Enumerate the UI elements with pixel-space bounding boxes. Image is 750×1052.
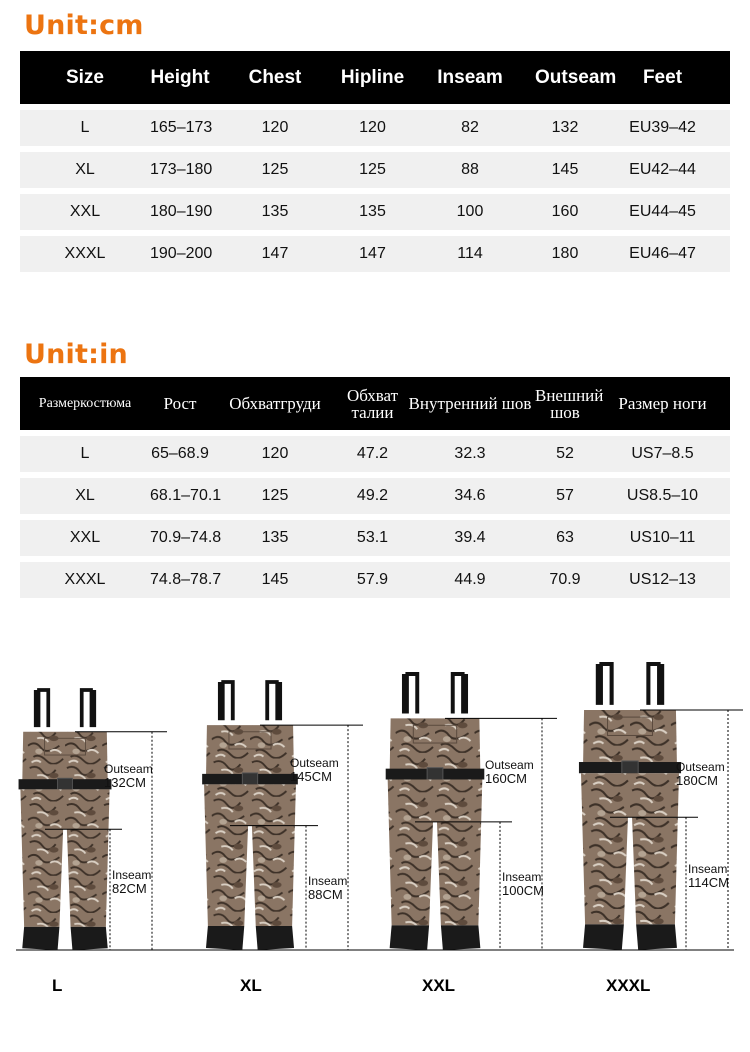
outseam-label: Outseam	[290, 756, 339, 770]
cell-inseam: 44.9	[454, 571, 486, 588]
cell-feet: EU44–45	[629, 203, 696, 220]
table-header	[20, 51, 730, 104]
cell-outseam: 145	[551, 161, 579, 178]
cell-hipline: 47.2	[356, 445, 389, 462]
size-label: XXXL	[606, 976, 651, 995]
wader-figure	[386, 674, 485, 950]
cell-size: L	[80, 445, 90, 462]
outseam-value: 180CM	[676, 773, 718, 788]
inseam-value: 88CM	[308, 887, 343, 902]
header-chest: Обхватгруди	[229, 394, 321, 413]
cell-size: XXL	[69, 529, 101, 546]
cell-inseam: 32.3	[454, 445, 486, 462]
cell-size: XL	[75, 161, 95, 178]
header-inseam: Внутренний шов	[408, 394, 532, 413]
size-table-in	[20, 377, 730, 598]
inseam-value: 100CM	[502, 883, 544, 898]
header-height: Рост	[163, 394, 197, 413]
header-inseam: Inseam	[437, 66, 503, 88]
header-feet: Размер ноги	[618, 394, 707, 413]
wader-figure	[579, 664, 681, 950]
cell-inseam: 114	[457, 245, 483, 262]
inseam-label: Inseam	[502, 870, 542, 884]
table-row	[20, 436, 730, 472]
cell-outseam: 70.9	[549, 571, 581, 588]
header-feet: Feet	[642, 66, 683, 88]
cell-inseam: 82	[461, 119, 479, 136]
table-header	[20, 377, 730, 430]
outseam-label: Outseam	[485, 758, 534, 772]
outseam-value: 132CM	[104, 775, 146, 790]
cell-outseam: 132	[551, 119, 579, 136]
inseam-label: Inseam	[308, 874, 348, 888]
outseam-value: 145CM	[290, 769, 332, 784]
cell-hipline: 135	[359, 203, 386, 220]
cell-hipline: 125	[359, 161, 386, 178]
cell-chest: 125	[261, 161, 289, 178]
table-row	[20, 236, 730, 272]
cell-feet: US8.5–10	[626, 487, 699, 504]
cell-feet: US12–13	[629, 571, 696, 588]
outseam-label: Outseam	[104, 762, 153, 776]
table-row	[20, 520, 730, 556]
outseam-label: Outseam	[676, 760, 725, 774]
unit-in-title: Unit:in	[24, 339, 128, 370]
cell-outseam: 180	[551, 245, 579, 262]
size-label: XXL	[422, 976, 456, 995]
cell-outseam: 52	[556, 445, 574, 462]
inseam-label: Inseam	[112, 868, 152, 882]
cell-feet: EU42–44	[629, 161, 696, 178]
wader-figure	[202, 682, 298, 950]
cell-feet: EU39–42	[629, 119, 696, 136]
header-hipline: Hipline	[340, 66, 405, 88]
cell-chest: 120	[261, 445, 289, 462]
cell-inseam: 39.4	[454, 529, 486, 546]
cell-height: 68.1–70.1	[150, 487, 222, 504]
cell-feet: EU46–47	[629, 245, 696, 262]
cell-size: XXL	[69, 203, 101, 220]
cell-height: 190–200	[150, 245, 213, 262]
cell-size: L	[80, 119, 90, 136]
header-size: Размеркостюма	[38, 396, 132, 411]
cell-hipline: 49.2	[356, 487, 389, 504]
cell-hipline: 53.1	[356, 529, 389, 546]
cell-height: 74.8–78.7	[150, 571, 222, 588]
cell-hipline: 57.9	[356, 571, 389, 588]
outseam-value: 160CM	[485, 771, 527, 786]
table-row	[20, 194, 730, 230]
table-row	[20, 562, 730, 598]
unit-cm-title: Unit:cm	[24, 10, 144, 41]
header-height: Height	[150, 66, 210, 88]
cell-chest: 135	[261, 529, 289, 546]
cell-chest: 147	[261, 245, 289, 262]
cell-chest: 145	[261, 571, 289, 588]
cell-outseam: 57	[556, 487, 574, 504]
cell-hipline: 147	[359, 245, 386, 262]
table-row	[20, 478, 730, 514]
size-table-cm	[20, 51, 730, 272]
header-outseam: Outseam	[535, 66, 617, 88]
table-row	[20, 152, 730, 188]
cell-height: 180–190	[150, 203, 213, 220]
cell-feet: US10–11	[629, 529, 696, 546]
cell-chest: 120	[261, 119, 289, 136]
size-label: L	[52, 976, 63, 995]
header-size: Size	[65, 66, 105, 88]
cell-height: 70.9–74.8	[150, 529, 222, 546]
cell-height: 173–180	[150, 161, 213, 178]
cell-chest: 125	[261, 487, 289, 504]
header-chest: Chest	[248, 66, 302, 88]
cell-outseam: 63	[556, 529, 574, 546]
cell-size: XL	[75, 487, 95, 504]
header-waist: Обхват талии	[346, 385, 399, 422]
header-outseam: Внешний шов	[535, 385, 604, 422]
cell-inseam: 88	[461, 161, 479, 178]
table-row	[20, 110, 730, 146]
cell-hipline: 120	[359, 119, 386, 136]
inseam-label: Inseam	[688, 862, 728, 876]
cell-size: XXXL	[64, 245, 106, 262]
size-label: XL	[240, 976, 262, 995]
inseam-value: 114CM	[688, 875, 729, 890]
inseam-value: 82CM	[112, 881, 147, 896]
cell-inseam: 100	[456, 203, 484, 220]
cell-feet: US7–8.5	[631, 445, 694, 462]
cell-chest: 135	[261, 203, 289, 220]
cell-outseam: 160	[551, 203, 579, 220]
cell-size: XXXL	[64, 571, 106, 588]
cell-inseam: 34.6	[454, 487, 486, 504]
wader-figure	[19, 690, 112, 950]
waders-figures	[0, 650, 750, 1052]
cell-height: 165–173	[150, 119, 213, 136]
cell-height: 65–68.9	[151, 445, 209, 462]
